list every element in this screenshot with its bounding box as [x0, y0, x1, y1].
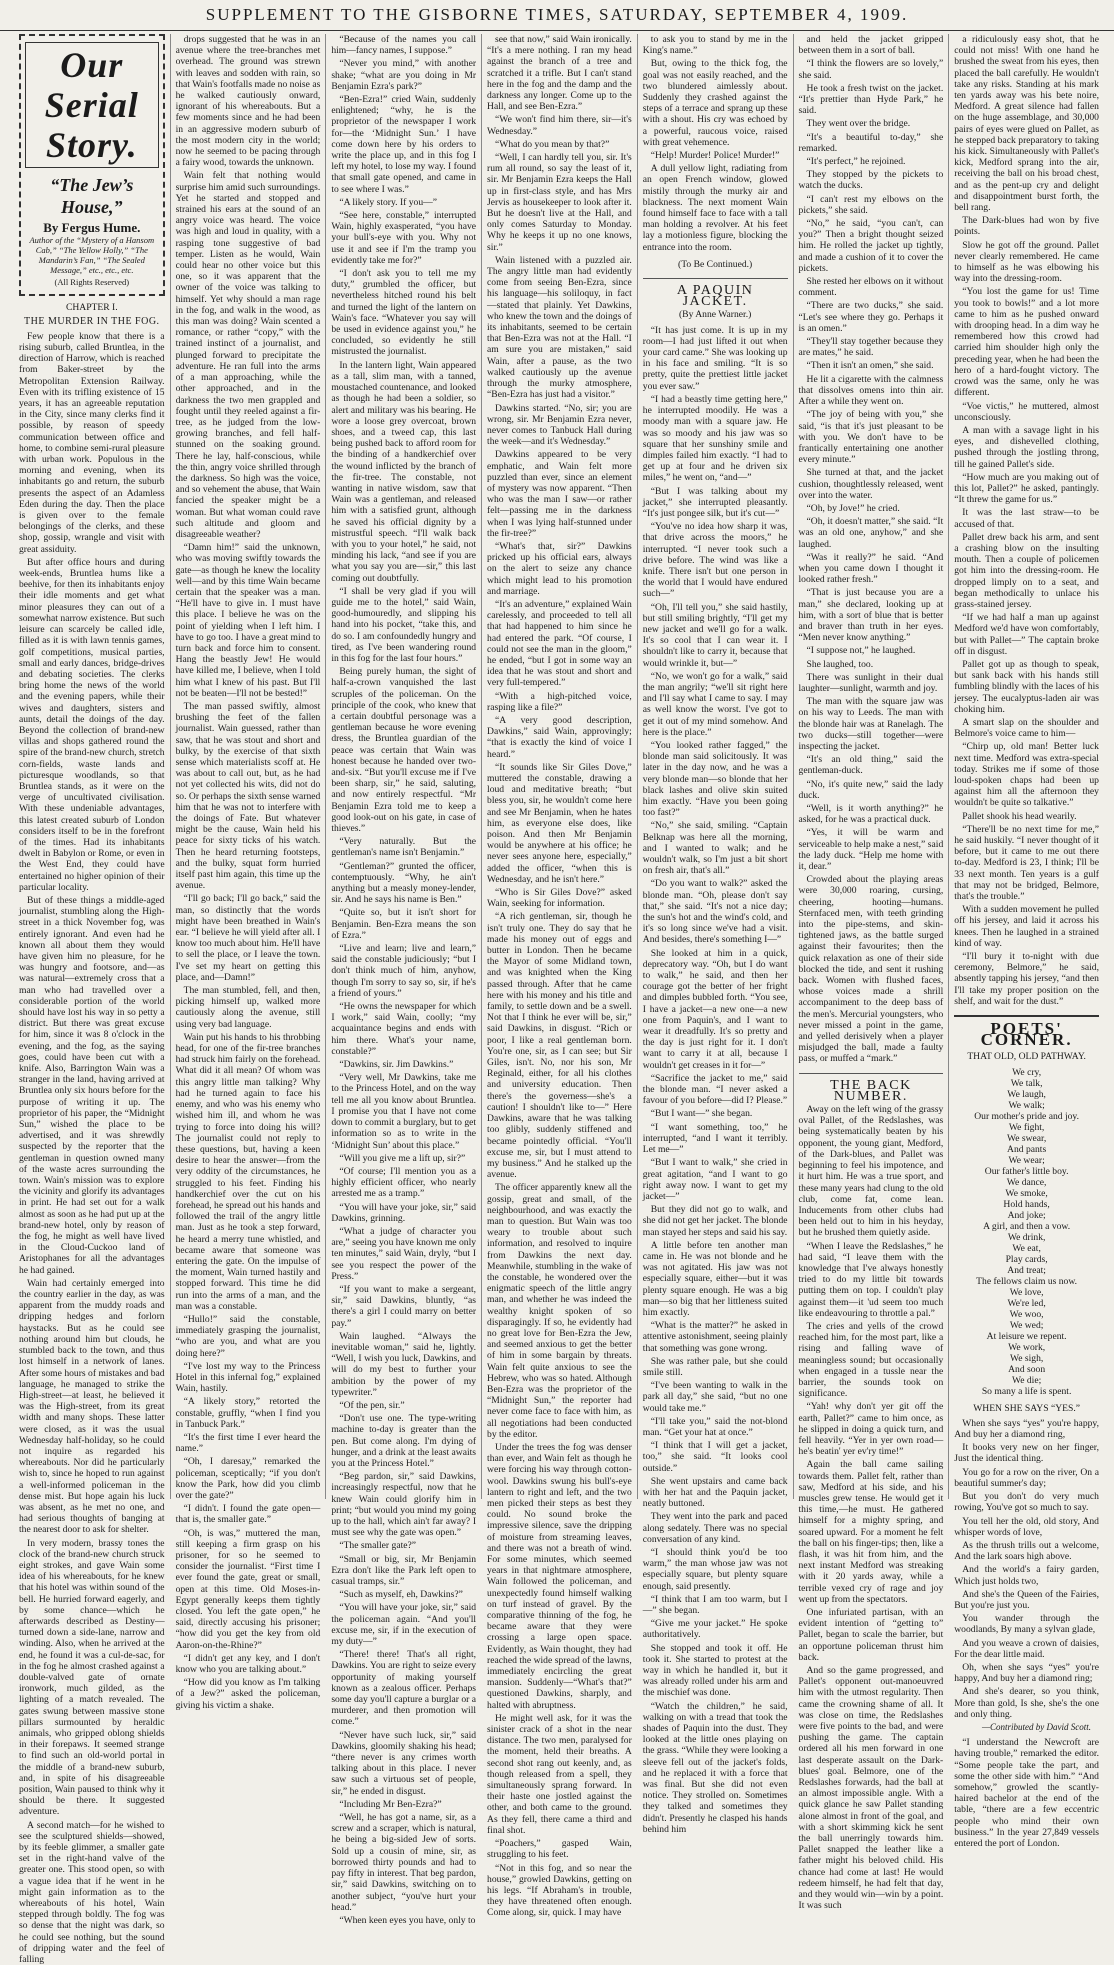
story-byline: By Fergus Hume.: [43, 220, 141, 235]
paragraph: “Because of the names you call him—fancy names, I suppose.”: [331, 34, 477, 57]
paragraph: “No,” she said, smiling. “Captain Belknap was here all the morning, and I wanted to walk; and he wouldn't walk, so I'm just a bit short on fresh air, that's all.”: [642, 820, 788, 877]
paragraph: As the thrush trills out a welcome, And the lark soars high above.: [954, 1539, 1099, 1563]
paragraph: “You will have your joke, sir,” said the policeman again. “And you'll excuse me, sir, if in the execution of my duty—”: [331, 1602, 477, 1648]
paragraph: “I think that I will get a jacket, too,” she said. “It looks cool outside.”: [642, 1440, 788, 1474]
paragraph: “I want something, too,” he interrupted, “and I want it terribly. Let me—”: [642, 1121, 788, 1156]
poem-line: We sigh,: [1009, 1352, 1044, 1364]
paragraph: A second match—for he wished to see the sculptured shields—showed, by its feeble glimmer, a smaller gate set in the right-hand valve of the greater one. This stood open, so with a vague idea that if he went in he might gain information as to the whereabouts of his hotel, Wain stepped through boldly. The fog was so dense that the night was dark, so he could see nothing, but the sound of dripping water and the feel of falling: [19, 1819, 165, 1965]
paragraph: But they did not go to walk, and she did not get her jacket. The blonde man stayed her steps and said his say.: [642, 1204, 788, 1238]
paragraph: “See here, constable,” interrupted Wain, highly exasperated, “you have your bull's-eye with you. Why not use it and see if I'm the tramp you evidently take me for?”: [331, 210, 477, 266]
paragraph: And you weave a crown of daisies, For the dear little maid.: [954, 1637, 1099, 1660]
column-6: [793, 34, 949, 1912]
paragraph: “A likely story,” retorted the constable, gruffly, “when I find you in Tanbuck Park.”: [175, 1396, 321, 1430]
paragraph: It books very new on her finger, Just the identical thing.: [954, 1442, 1099, 1465]
paragraph: “Of the pen, sir.”: [339, 1399, 405, 1411]
poem-2-title: WHEN SHE SAYS “YES.”: [973, 1402, 1080, 1414]
paragraph: “If you want to make a sergeant, sir,” said Dawkins, bluntly, “as there's a girl I could marry on better pay.”: [331, 1283, 477, 1329]
paragraph: The cries and yells of the crowd reached him, for the most part, like a rising and falling wave of meaningless sound; but occasionally when engaged in a tussle near the barrier, the sounds took on significance.: [798, 1320, 944, 1400]
paragraph: “How did you know as I'm talking of a Jew?” asked the policeman, giving his victim a shake.: [175, 1677, 321, 1711]
paragraph: “I shall be very glad if you will guide me to the hotel,” said Wain, good-humouredly, and slipping his hand into his pocket, “take this, and do so. I am confoundedly hungry and tired, as I've been wandering round in this fog for the last four hours.”: [331, 585, 477, 664]
paragraph: He might well ask, for it was the sinister crack of a shot in the near distance. The two men, paralysed for the moment, held their breaths. A second shot rang out keenly, and, as though released from a spell, they simultaneously sprang forward. In their haste one jostled against the other, and both came to the ground. As they fell, there came a third and final shot.: [487, 1712, 632, 1836]
paragraph: The officer apparently knew all the gossip, great and small, of the neighbourhood, and was exactly the man to question. But Wain was too weary to trouble about such information, and resolved to inquire from Dawkins the next day. Meanwhile, stumbling in the wake of the constable, he wondered over the enigmatic speech of the little angry man, and whether he was indeed the wealthy knight spoken of so disparagingly. If so, he evidently had no great love for Ben-Ezra the Jew, and seemed anxious to get the better of him in some bargain by threats. Wain felt quite anxious to see the Hebrew, who was so hated. Although Ben-Ezra was the proprietor of the “Midnight Sun,” the reporter had never come face to face with him, as all negotiations had been conducted by the editor.: [487, 1182, 632, 1440]
poem-line: We laugh,: [1007, 1088, 1046, 1100]
paragraph: Crowded about the playing areas were 30,000 roaring, cursing, cheering, hooting—humans. Sternfaced men, with teeth grinding into the pipe-stems, and skin-tightened jaws, as the battle surged against their favourites; then the quick relaxation as one of their side blocked the tide, and sent it rushing back. Women with flushed faces, whose voices made a shrill accompaniment to the deep bass of the men's. Mercurial youngsters, who never missed a point in the game, and yelled derisively when a player misjudged the ball, made a faulty pass, or muffed a “mark.”: [798, 874, 944, 1065]
paragraph: Dawkins appeared to be very emphatic, and Wain felt more puzzled than ever, since an element of mystery was now apparent. “Then who was the man I saw—or rather felt—passing me in the darkness when I was lying half-stunned under the fir-tree?”: [487, 449, 632, 539]
paragraph: “There'll be no next time for me,” he said huskily. “I never thought of it before, but it came to me out there to-day. Medford is 23, I think; I'll be 33 next month. Ten years is a gulf that may not be bridged, Belmore, that's the trouble.”: [954, 823, 1099, 903]
paragraph: And she's the Queen of the Fairies, But you're just you.: [954, 1588, 1099, 1611]
paragraph: There was sunlight in their dual laughter—sunlight, warmth and joy.: [798, 671, 944, 694]
column-1: [14, 34, 170, 1965]
paragraph: “I've been wanting to walk in the park all day,” she said, “but no one would take me.”: [642, 1380, 788, 1414]
paragraph: “Dawkins, sir. Jim Dawkins.”: [339, 1059, 454, 1071]
paragraph: “Well, I can hardly tell you, sir. It's rum all round, so say the least of it, sir. Mr Benjamin Ezra keeps the Hall up in first-class style, and has Mrs Jervis as housekeeper to look after it. But he doesn't live at the Hall, and only comes Saturday to Monday. Why he keeps it up no one knows, sir.”: [487, 152, 632, 253]
paragraph: It was the last straw—to be accused of that.: [954, 507, 1099, 530]
paragraph: “It's the first time I ever heard the name.”: [175, 1431, 321, 1455]
paragraph: Slow he got off the ground. Pallet never clearly remembered. He came to himself as he was elbowing his way into the dressing-room.: [954, 239, 1099, 285]
paragraph: “What do you mean by that?”: [495, 138, 610, 150]
paragraph: “Chirp up, old man! Better luck next time. Medford was extra-special today. Strikes me if some of those loud-spoken chaps had been up against him all the afternoon they wouldn't be quite so talkative.”: [954, 741, 1099, 809]
poem-line: Hold hands,: [1003, 1198, 1050, 1210]
paragraph: to ask you to stand by me in the King's name.”: [642, 34, 788, 57]
poem-line: We dance,: [1006, 1176, 1047, 1188]
paragraph: She was rather pale, but she could smile still.: [642, 1355, 788, 1378]
paquin-jacket-byline: (By Anne Warner.): [678, 309, 752, 321]
paragraph: Again the ball came sailing towards them. Pallet felt, rather than saw, Medford at his side, and his muscles grew tense. He would get it this time,—he must. He gathered himself for a mighty spring, and soared upward. For a moment he felt the ball on his finger-tips; then, like a flash, it was hit from him, and the next instant Medford was streaking with it 20 yards away, while a terrible vexed cry of rage and joy went up from the spectators.: [798, 1459, 944, 1605]
paragraph: “Oh, I daresay,” remarked the policeman, sceptically; “if you don't know the Park, how did you climb over the gate?”: [175, 1456, 321, 1501]
poem-1: [954, 1067, 1099, 1397]
column-2-text: [176, 34, 321, 1711]
column-5-text-b: [643, 325, 788, 1835]
paragraph: “Voe victis,” he muttered, almost unconsciously.: [954, 400, 1099, 423]
paragraph: Pallet shook his head wearily.: [962, 810, 1077, 822]
paragraph: Wain listened with a puzzled air. The angry little man had evidently come from seeing Ben-Ezra, since his language—his soliloquy, in fact—stated that plainly. Yet Dawkins, who knew the town and the doings of its inhabitants, seemed to be certain that Ben-Ezra was not at the Hall. “I am sure you are mistaken,” said Wain, after a pause, as the two walked cautiously up the avenue through the murky atmosphere, “Ben-Ezra has just had a visitor.”: [487, 254, 632, 401]
poem-line: And soon: [1008, 1363, 1046, 1375]
paragraph: “Well, is it worth anything?” he asked, for he was a practical duck.: [798, 803, 944, 826]
paragraph: “We won't find him there, sir—it's Wednesday.”: [487, 114, 632, 137]
paragraph: She looked at him in a quick, deprecatory way. “Oh, but I do want to walk,” he said, and then her courage got the better of her fright and dimples bubbled forth. “You see, I have a jacket—a new one—a new one from Paquin's, and I want to wear it dreadfully. It's so pretty and the day is just right for it. I don't want to carry it at all, because I wouldn't get creases in it for—”: [642, 947, 788, 1071]
rights-note: (All Rights Reserved): [54, 277, 130, 288]
paquin-jacket-title: A PAQUIN JACKET.: [643, 278, 788, 307]
paragraph: In very modern, brassy tones the clock of the brand-new church struck eight strokes, and gave Wain some idea of his whereabouts, for he knew that his hotel was within sound of the bell. He hurried forward eagerly, and by some chance—which he afterwards described as Destiny—turned down a side-lane, narrow and winding. Also, when he arrived at the end, he found it was a cul-de-sac, for in the fog he almost crashed against a double-valved gate of ornate ironwork, much gilded, as the lighting of a match revealed. The gates swung between massive stone pillars surmounted by heraldic animals, who gripped oblong shields in their forepaws. It seemed strange to find such an old-world portal in the middle of a brand-new suburb, and, in spite of his disagreeable position, Wain paused to think why it should be there. It suggested adventure.: [19, 1537, 165, 1818]
paragraph: “Was it really?” he said. “And when you came down I thought it looked rather fresh.”: [798, 551, 944, 586]
paragraph: “I had a beastly time getting here,” he interrupted moodily. He was a moody man with a square jaw. He was so moody and his jaw was so square that her sunshiny smile and dimples failed him exactly. “I had to get up at four and he driven six miles,” he went on, “and—”: [642, 393, 788, 484]
paragraph: “Small or big, sir, Mr Benjamin Ezra don't like the Park left open to casual tramps, sir.”: [331, 1553, 477, 1588]
paragraph: “Oh, by Jove!” he cried.: [806, 502, 900, 514]
poem-line: The fellows claim us now.: [976, 1275, 1078, 1287]
poem-line: We love,: [1009, 1286, 1044, 1298]
to-be-continued: (To Be Continued.): [678, 258, 753, 270]
paragraph: She rested her elbows on it without comment.: [798, 276, 944, 299]
paragraph: “Ben-Ezra!” cried Wain, suddenly enlightened; “why, he is the proprietor of the newspaper I work for—the ‘Midnight Sun.’ I have come down here by his orders to write the place up, and in this fog I left my hotel, to lose my way. I found that small gate opened, and came in to see where I was.”: [331, 94, 477, 195]
paragraph: “But I want to walk,” she cried in great agitation, “and I want to go right away now. I want to get my jacket—”: [642, 1157, 788, 1202]
paragraph: The man with the square jaw was on his way to Leeds. The man with the blonde hair was at Ranelagh. The two ducks—still together—were inspecting the jacket.: [798, 696, 944, 752]
paragraph: She went upstairs and came back with her hat and the Paquin jacket, neatly buttoned.: [642, 1475, 788, 1510]
poem-2: [954, 1418, 1099, 1720]
paragraph: Being purely human, the sight of half-a-crown vanquished the last scruples of the policeman. On the principle of the cook, who knew that a certain doubtful personage was a gentleman because he wore evening dress, the Bruntlea guardian of the peace was certain that Wain was honest because he handed over two-and-six. “But you'll excuse me if I've been sharp, sir,” he said, saluting, and now entirely respectful. “Mr Benjamin Ezra told me to keep a good look-out on his gate, in case of thieves.”: [331, 666, 477, 835]
poem-line: And treat;: [1007, 1264, 1046, 1276]
paragraph: Oh, when she says “yes” you're happy, And buy her a diamond ring;: [954, 1661, 1099, 1685]
poem-line: So many a life is spent.: [981, 1385, 1072, 1397]
paragraph: One infuriated partisan, with an evident intention of “getting to” Pallet, began to scale the barrier, but an opportune policeman thrust him back.: [798, 1607, 944, 1663]
paragraph: “What's that, sir?” Dawkins pricked up his official ears, always on the alert to seize any chance which might lead to his promotion and marriage.: [487, 540, 632, 597]
paragraph: “It sounds like Sir Giles Dove,” muttered the constable, drawing a loud and meditative breath; “but bless you, sir, he wouldn't come here and see Mr Benjamin, when he hates him, as everyone else does, like poison. And then Mr Benjamin would be anywhere at his office; he never sees anyone here, especially,” added the officer, “when this is Wednesday, and he isn't here.”: [487, 761, 632, 885]
paragraph: “When I leave the Redslashes,” he had said, “I leave them with the knowledge that I've always honestly tried to do my little bit towards putting them on top. I couldn't play against them—it 'ud seem too much like endeavouring to throttle a pal.”: [798, 1240, 944, 1319]
paragraph: He took a fresh twist on the jacket. “It's prettier than Hyde Park,” he said.: [798, 82, 944, 117]
paragraph: Pallet drew back his arm, and sent a crashing blow on the insulting mouth. Then a couple of policemen got him into the dressing-room. He dropped limply on to a seat, and began methodically to unlace his grass-stained jersey.: [954, 531, 1099, 610]
poem-line: We work,: [1008, 1341, 1046, 1353]
paragraph: “Who is Sir Giles Dove?” asked Wain, seeking for information.: [487, 887, 632, 910]
paragraph: “It's a beautiful to-day,” she remarked.: [798, 131, 944, 154]
paragraph: You go for a row on the river, On a beautiful summer's day;: [954, 1466, 1099, 1489]
column-6-text-a: [799, 34, 944, 1065]
paragraph: “You will have your joke, sir,” said Dawkins, grinning.: [331, 1201, 477, 1224]
author-note: Author of the “Mystery of a Hansom Cab,” “The Yellow Holly,” “The Mandarin’s Fan,” “The Sealed Message,” etc., etc., etc.: [29, 235, 155, 276]
poem-line: We wear;: [1008, 1154, 1045, 1166]
paragraph: “It's perfect,” he rejoined.: [806, 156, 906, 168]
poem-line: And pants: [1007, 1143, 1047, 1155]
column-7-text: [954, 34, 1099, 1007]
paragraph: But after office hours and during week-ends, Bruntlea hums like a beehive, for then its inhabitants enjoy their idle moments and get what minor pleasures they can out of a somewhat narrow existence. But such leisure can scarcely be called idle, filled as it is with lawn tennis games, golf competitions, musical parties, small and early dances, bridge-drives and debating societies. The clerks bring home the news of the world and the evening papers, while their wives and daughters, sisters and aunts, detail the doings of the day. Beyond the collection of brand-new villas and shops gathered round the spire of the brand-new church, stretch corn-fields, waste lands and picturesque woodlands, so that Bruntlea stands, as it were on the verge of uncultivated civilisation. With these undeniable advantages, this latest created suburb of London considers itself to be in the forefront of the times. Had its inhabitants dwelt in Babylon or Rome, or even in the West End, they could have entertained no higher opinion of their particular locality.: [19, 556, 165, 893]
paragraph: see that now,” said Wain ironically. “It's a mere nothing. I ran my head against the branch of a tree and scratched it a trifle. But I can't stand here in the fog and the damp and the darkness any longer. Come up to the Hall, and see Ben-Ezra.”: [487, 34, 632, 113]
paragraph: “Yah! why don't yer git off the earth, Pallet?” came to him once, as he slipped in doing a quick turn, and fell heavily. “Yer in yer own road—he's beatin' yer ev'ry time!”: [798, 1401, 944, 1458]
paragraph: “You've no idea how sharp it was, that drive across the moors,” he interrupted. “I never took such a drive before. The wind was like a knife. There isn't but one person in the world that I would have endured such—”: [642, 521, 788, 600]
paragraph: “I've lost my way to the Princess Hotel in this infernal fog,” explained Wain, hastily.: [175, 1360, 321, 1395]
paragraph: “Quite so, but it isn't short for Benjamin. Ben-Ezra means the son of Ezra.”: [331, 907, 477, 941]
newspaper-masthead: SUPPLEMENT TO THE GISBORNE TIMES, SATURDAY, SEPTEMBER 4, 1909.: [0, 0, 1114, 31]
paragraph: She laughed, too.: [806, 658, 874, 670]
paragraph: “Oh, is was,” muttered the man, still keeping a firm grasp on his prisoner, for so he seemed to consider the journalist. “First time I ever found the gate, great or small, open at this time. Old Moses-in-Egypt generally keeps them tightly closed. You left the gate open,” he said, directly accusing his prisoner; “how did you get the key from old Aaron-on-the-Rhine?”: [175, 1527, 321, 1651]
paragraph: She stopped and took it off. He took it. She started to protest at the way in which he handled it, but it was already rolled under his arm and the mischief was done.: [642, 1642, 788, 1699]
paragraph: In the lantern light, Wain appeared as a tall, slim man, with a tanned, moustached countenance, and looked as though he had been a soldier, so alert and military was his bearing. He wore a loose grey overcoat, brown shoes, and a tweed cap, this last being pushed back to afford room for the binding of a handkerchief over the wound inflicted by the branch of the fir-tree. The constable, not wanting in native wisdom, saw that Wain was a gentleman, and released him with a satisfied grunt, although he saved his official dignity by a mistrustful speech. “I'll walk back with you to your hotel,” he said, not minding his lack, “and see if you are what you say you are—sir,” this last coming out doubtfully.: [331, 359, 477, 584]
newspaper-columns: [14, 34, 1104, 1965]
paragraph: The man passed swiftly, almost brushing the feet of the fallen journalist. Wain guessed, rather than saw, that he was stout and short and bulky, by the exercise of that sixth sense which materialists scoff at. He was about to call out, but, as he had not yet collected his wits, did not do so. Or perhaps the sixth sense warned him that he was not to interfere with the doings of Fate. But whatever might be the cause, Wain held his peace for sixty ticks of his watch. Then he heard returning footsteps, and the bulky, squat form hurried itself past him again, this time up the avenue.: [175, 700, 321, 892]
paragraph: “I should think you'd be too warm,” the man whose jaw was not especially square, but plenty square enough, said presently.: [642, 1547, 788, 1592]
paragraph: “They'll stay together because they are mates,” he said.: [798, 336, 944, 359]
paragraph: They stopped by the pickets to watch the ducks.: [798, 169, 944, 192]
paragraph: Dawkins started. “No, sir; you are wrong, sir. Mr Benjamin Ezra never, never comes to Tanbuck Hall during the week—and it's Wednesday.”: [487, 402, 632, 448]
poem-line: At leisure we repent.: [986, 1330, 1067, 1342]
paragraph: “I suppose not,” he laughed.: [806, 645, 916, 657]
paragraph: You wander through the woodlands, By many a sylvan glade,: [954, 1613, 1099, 1636]
paragraph: A man with a savage light in his eyes, and dishevelled clothing, pushed through the jostling throng, till he gained Pallet's side.: [954, 424, 1099, 470]
poem-line: We're led,: [1007, 1297, 1046, 1309]
serial-story-box: [19, 34, 165, 296]
paragraph: “Gentleman?” grunted the officer, contemptuously. “Why, he ain't anything but a measly money-lender, sir. And he says his name is Ben.”: [331, 860, 477, 906]
paragraph: “Beg pardon, sir,” said Dawkins, increasingly respectful, now that he knew Wain could glorify him in print; “but would you mind my going up to the hall, which ain't far away? I must see why the gate was open.”: [331, 1471, 477, 1539]
paragraph: “It's an adventure,” explained Wain carelessly, and proceeded to tell all that had happened to him since he had entered the park. “Of course, I could not see the man in the gloom,” he ended, “but I got in some way an idea that he was stout and short and very full-tempered.”: [487, 598, 632, 689]
paragraph: drops suggested that he was in an avenue where the tree-branches met overhead. The ground was strewn with leaves and sodden with rain, so that Wain's footfalls made no noise as he walked cautiously onward, ignorant of his whereabouts. But a few moments since and he had been in an aggressive modern suburb of the most modern city in the world; now he seemed to be pacing through a fairy wood, towards the unknown.: [175, 34, 321, 169]
paragraph: “I don't ask you to tell me my duty,” grumbled the officer, but nevertheless hitched round his belt and turned the light of the lantern on Wain's face. “Whatever you say will be used in evidence against you,” he concluded, so evidently he still mistrusted the journalist.: [331, 268, 477, 358]
paragraph: “I'll go back; I'll go back,” said the man, so distinctly that the words might have been breathed in Wain's ear. “I believe he will yield after all. I know too much about him. He'll have to sell the place, or I leave the town. I've set my heart on getting this place, and—Damn!”: [175, 893, 321, 983]
poem-line: We walk;: [1008, 1099, 1045, 1111]
paragraph: “You looked rather fagged,” the blonde man said solicitously. It was later in the day now, and he was a very blonde man—so blonde that her black lashes and olive skin suited him exactly. “Have you been going too fast?”: [642, 739, 788, 819]
paragraph: “Poachers,” gasped Wain, struggling to his feet.: [487, 1838, 632, 1861]
paragraph: “But I want—” she began.: [650, 1108, 753, 1120]
paragraph: “I'll bury it to-night with due ceremony, Belmore,” he said, absently tapping his jersey, “and then I'll take my proper position on the shelf, and wait for the dust.”: [954, 951, 1099, 1007]
poem-line: And joke;: [1007, 1209, 1046, 1221]
poem-line: We die;: [1011, 1374, 1042, 1386]
paragraph: “Do you want to walk?” asked the blonde man. “Oh, please don't say that,” she said. “It's not a nice day; the sun's hot and the wind's cold, and it's so long since we've had a visit. And besides, there's something I—”: [642, 878, 788, 946]
paragraph: “He owns the newspaper for which I work,” said Wain, coolly; “my acquaintance begins and ends with him there. What's your name, constable?”: [331, 1001, 477, 1057]
column-1-text: [19, 331, 165, 1965]
paragraph: “Oh, it doesn't matter,” she said. “It was an old one, anyhow,” and she laughed.: [798, 516, 944, 550]
column-5: [637, 34, 793, 1835]
paragraph: But you don't do very much rowing, You've got so much to say.: [954, 1491, 1099, 1514]
paragraph: “Of course; I'll mention you as a highly efficient officer, who nearly arrested me as a tramp.”: [331, 1165, 477, 1200]
paragraph: “Never you mind,” with another shake; “what are you doing in Mr Benjamin Ezra's park?”: [331, 58, 477, 92]
paragraph: “A likely story. If you—”: [339, 196, 438, 208]
paragraph: “If we had half a man up against Medford we'd have won comfortably, but with Pallet—” The captain broke off in disgust.: [954, 612, 1099, 657]
paragraph: “The smaller gate?”: [339, 1540, 417, 1552]
story-title: “The Jew’s House,”: [50, 175, 134, 217]
paragraph: “Damn him!” said the unknown, who was moving swiftly towards the gate—as though he knew the locality well—and by this time Wain became certain that the speaker was a man. “He'll have to give in. I must have this place. I believe he was on the point of yielding when I left him. I have to go too. I have a great mind to turn back and force him to consent. Hang the beastly Jew! He would have killed me, I believe, when I told him what I knew of his past. But I'll not be beaten—I'll not be bested!”: [175, 542, 321, 699]
paragraph: “That is just because you are a man,” she declared, looking up at him, with a sort of blue that is better and braver than truth in her eyes. “Men never know anything.”: [798, 587, 944, 644]
poem-line: Play cards,: [1005, 1253, 1048, 1265]
paragraph: “I can't rest my elbows on the pickets,” she said.: [798, 193, 944, 216]
paragraph: “I didn't. I found the gate open—that is, the smaller gate.”: [175, 1503, 321, 1526]
paragraph: “Watch the children,” he said, walking on with a tread that took the shades of Paquin into the dust. They looked at the little ones playing on the grass. “While they were looking a sleeve fell out of the jacket's folds, and he replaced it with a force that was final. But she did not even notice. They strolled on. Sometimes they talked and sometimes they didn't. Presently he clasped his hands behind him: [642, 1700, 788, 1835]
paragraph: With a sudden movement he pulled off his jersey, and laid it across his knees. Then he laughed in a strained kind of way.: [954, 904, 1099, 949]
paragraph: “Including Mr Ben-Ezra?”: [339, 1798, 442, 1810]
paragraph: A smart slap on the shoulder and Belmore's voice came to him—: [954, 716, 1099, 740]
column-5-text-a: [643, 34, 788, 253]
column-7-tail: “I understand the Newcroft are having trouble,” remarked the editor. “Some people take the part, and some the other side with him.” “And somehow,” growled the scantly-haired bachelor at the end of the table, “there are a few eccentric people who mind their own business.” In the year 27,849 vessels entered the port of London.: [954, 1737, 1099, 1849]
column-4: [481, 34, 637, 1919]
paragraph: A dull yellow light, radiating from an open French window, glowed mistily through the murky air and blackness. The next moment Wain found himself face to face with a tall man holding a revolver. At his feet lay a motionless figure, blocking the entrance into the room.: [642, 163, 788, 253]
paragraph: “What a judge of character you are,” seeing you have known me only ten minutes,” said Wain, dryly, “but I see you respect the power of the Press.”: [331, 1225, 477, 1282]
paragraph: “Very naturally. But the gentleman's name isn't Benjamin.”: [331, 836, 477, 859]
paragraph: They went over the bridge.: [806, 118, 911, 130]
paragraph: “Hullo!” said the constable, immediately grasping the journalist, “who are you, and what are you doing here?”: [175, 1313, 321, 1359]
back-number-title: THE BACK NUMBER.: [799, 1073, 944, 1102]
paragraph: “Don't use one. The type-writing machine to-day is greater than the pen. But come along. I'm dying of hunger, and a drink at the least awaits you at the Princess Hotel.”: [331, 1413, 477, 1469]
paragraph: “Such as myself, eh, Dawkins?”: [339, 1589, 463, 1601]
poem-line: We swear,: [1006, 1132, 1047, 1144]
paragraph: “Never have such luck, sir,” said Dawkins, gloomily shaking his head; “there never is any crimes worth talking about in this place. I never saw such a virtuous set of people, sir,” he ended in disgust.: [331, 1729, 477, 1797]
paragraph: “A rich gentleman, sir, though he isn't truly one. They do say that he made his money out of eggs and butter in London. Then he became the Mayor of some Midland town, and was knighted when the King passed through. After that he came here with his money and his title and family, to settle down and be a swell. Not that I think he ever will be, sir,” said Dawkins, in disgust. “Rich or poor, I like a real gentleman born. You're one, sir, as I can see; but Sir Giles, isn't. No, nor his son, Mr Reginald, either, for all his clothes and university education. Then there's the governess—she's a caution! I shouldn't like to—” Here Dawkins, aware that he was talking too glibly, suddenly stiffened and became pointedly official. “You'll excuse me, sir, but I must attend to my business.” And he stalked up the avenue.: [487, 911, 632, 1181]
paragraph: “Yes, it will be warm and serviceable to help make a nest,” said the lady duck. “Help me home with it, dear.”: [798, 827, 944, 873]
paragraph: “You lost the game for us! Time you took to bowls!” and a lot more came to him as he pushed onward with drooping head. In a dim way he remembered how this crowd had carried him shoulder high only the preceding year, when he had been the hero of a hard-fought victory. The crowd was the same, only he was different.: [954, 286, 1099, 399]
paragraph: “I think that I am too warm, but I—” she began.: [642, 1593, 788, 1617]
paragraph: “Live and learn; live and learn,” said the constable judiciously; “but I don't think much of him, anyhow, though I'm sorry to say so, sir, if he's a friend of yours.”: [331, 943, 477, 999]
paragraph: “Oh, I'll tell you,” she said hastily, but still smiling brightly, “I'll get my new jacket and we'll go for a walk. It's so cool that I can wear it. I shouldn't like to carry it, because that would wrinkle it, but—”: [642, 601, 788, 669]
paragraph: The Dark-blues had won by five points.: [954, 215, 1099, 238]
poem-line: We fight,: [1008, 1121, 1045, 1133]
paragraph: a ridiculously easy shot, that he could not miss! With one hand he brushed the sweat from his eyes, then placed the ball carefully. He wouldn't take any risks. Standing at his mark ten yards away was his bete noire, Medford. A great silence had fallen on the huge assemblage, and 30,000 pairs of eyes were glued on Pallet, as he stepped back preparatory to taking his kick. Simultaneously with Pallet's kick, Medford sprang into the air, receiving the ball on his broad chest, and as the pent-up cry and delight and disappointment burst forth, the bell rang.: [954, 34, 1099, 214]
poem-2-credit: —Contributed by David Scott.: [981, 1721, 1091, 1732]
paragraph: He lit a cigarette with the calmness that dissolves omens into thin air. After a while they went on.: [798, 373, 944, 408]
paragraph: Few people know that there is a rising suburb, called Bruntlea, in the direction of Harrow, which is reached from Baker-street by the Metropolitan Extension Railway. Even with its trifling existence of 15 years, it has an agreeable reputation in the City, since many clerks find it possible, by reason of speedy communication between office and home, to combine semi-rural pleasure with urban work. Populous in the morning and evening, when its inhabitants go and return, the suburb presents the aspect of an Adamless Eden during the day. Then the place is given over to the female belongings of the clerks, and these shop, gossip, wrangle and visit with great assiduity.: [19, 330, 165, 555]
paragraph: “I think the flowers are so lovely,” she said.: [798, 58, 944, 81]
paragraph: “Very well, Mr Dawkins, take me to the Princess Hotel, and on the way tell me all you know about Bruntlea. I promise you that I have not come down to commit a burglary, but to get information so as to write in the ‘Midnight Sun’ about this place.”: [331, 1072, 477, 1151]
paragraph: “It has just come. It is up in my room—I had just lifted it out when your card came.” She was looking up in his face and smiling. “It is so pretty, quite the prettiest little jacket you ever saw.”: [642, 324, 788, 392]
paragraph: “Then it isn't an omen,” she said.: [806, 360, 934, 372]
paragraph: You tell her the old, old story, And whisper words of love,: [954, 1515, 1099, 1538]
paragraph: Wain had certainly emerged into the country earlier in the day, as was apparent from the muddy roads and dripping hedges and forlorn haystacks. But as he could see nothing around him but clouds, he stumbled back to the town, and thus lost himself in a network of lanes. After some hours of mistakes and bad language, he managed to strike the High-street—at least, he believed it was the High-street, from its great width and many shops. These latter were closed, as it was the usual Wednesday half-holiday, so he could not inquire as regarded his whereabouts. Nor did he particularly wish to, since he hoped to run against a well-informed policeman in the dense mist. But hope again his luck was absent, as he met no one, and had serious thoughts of banging at the nearest door to ask for shelter.: [19, 1277, 165, 1536]
paragraph: Pallet got up as though to speak, but sank back with his hands still fumbling blindly with the laces of his jersey. The eucalyptus-laden air was choking him.: [954, 658, 1099, 715]
paragraph: “Help! Murder! Police! Murder!”: [650, 150, 780, 162]
paragraph: “How much are you making out of this lot, Pallet?” he asked, pantingly. “It threw the game for us.”: [954, 471, 1099, 506]
serial-heading: Our Serial Story.: [25, 42, 159, 168]
paragraph: “There! there! That's all right, Dawkins. You are right to seize every opportunity of making yourself known as a zealous officer. Perhaps some day you'll capture a burglar or a murderer, and then promotion will come.”: [331, 1649, 477, 1728]
poem-line: We cry,: [1012, 1066, 1042, 1078]
paragraph: The man stumbled, fell, and then, picking himself up, walked more cautiously along the avenue, still using very bad language.: [175, 985, 321, 1030]
column-7: [948, 34, 1104, 1849]
paragraph: “Sacrifice the jacket to me,” said the blonde man. “I never asked a favour of you before—did I? Please.”: [642, 1072, 788, 1107]
paragraph: “But I was talking about my jacket,” she interrupted pleasantly. “It's just pongee silk, but it's cut—”: [642, 485, 788, 519]
poem-line: We woo,: [1009, 1308, 1044, 1320]
column-2: [170, 34, 326, 1711]
paragraph: Wain felt that nothing would surprise him amid such surroundings. Yet he started and stopped and strained his ears at the sound of an angry voice was heard. The voice was high and loud in quality, with a rasping tone suggestive of bad temper. Listen as he would, Wain could hear no other voice but this one, so it was apparent that the owner of the voice was talking to himself. Yet why should a man rage in the fog, and walk in the wood, as this man was doing? Wain scented a romance, or rather “copy,” with the trained instinct of a journalist, and plunged forward to precipitate the adventure. He ran full into the arms of a man approaching, while the other approached, and in the darkness the two men grappled and fought until they reeled against a fir-tree, as he judged from the low-growing branches, and fell half-stunned on the soaking ground. There he lay, half-conscious, while the thin, angry voice shrilled through the darkness. So high was the voice, and so vehement the abuse, that Wain fancied the speaker might be a woman. But what woman could rave such altitude and gloom and disagreeable weather?: [175, 170, 321, 540]
poets-corner-title: POETS' CORNER.: [954, 1015, 1099, 1045]
poem-line: Our mother's pride and joy.: [974, 1110, 1079, 1122]
paragraph: A little before ten another man came in. He was not blonde and he was not agitated. His jaw was not especially square, either—but it was plenty square enough. He was a big man—so big that her littleness suited him exactly.: [642, 1239, 788, 1318]
column-3: [325, 34, 481, 1926]
poem-line: We talk,: [1010, 1077, 1043, 1089]
paragraph: But, owing to the thick fog, the goal was not easily reached, and the two blundered aimlessly about. Suddenly they crashed against the steps of a terrace and sprang up these with a shout. His cry was echoed by a powerful, raucous voice, raised with great vehemence.: [642, 58, 788, 148]
paragraph: “Give me your jacket.” He spoke authoritatively.: [642, 1618, 788, 1641]
paragraph: “Well, he has got a name, sir, as a screw and a scraper, which is natural, he being a big-sided Jew of sorts. Sold up a cousin of mine, sir, as borrowed thirty pounds and had to pay fifty in interest. That beg pardon, sir,” said Dawkins, switching on to another subject, “you've hurt your head.”: [331, 1812, 477, 1913]
paragraph: and held the jacket gripped between them in a sort of ball.: [798, 34, 944, 57]
paragraph: Under the trees the fog was denser than ever, and Wain felt as though he were forcing his way through cotton-wool. Dawkins swung his bull's-eye lantern to right and left, and the two men picked their steps as best they could. No sound broke the impressive silence, save the dripping of moisture from streaming leaves, and there was not a breath of wind. For some minutes, which seemed years in that nightmare atmosphere, Wain followed the policeman, and unexpectedly found himself walking on turf instead of gravel. By the comparative thinning of the fog, he became aware that they were crossing a large open space. Evidently, as Wain thought, they had reached the wide spread of the lawns, immediately encircling the great mansion. Suddenly—“What's that?” questioned Dawkins, sharply, and halted with abruptness.: [487, 1441, 632, 1711]
paragraph: “No, we won't go for a walk,” said the man angrily; “we'll sit right here and I'll say what I came to say. I may as well know the worst. I've got to get it out of my mind somehow. And here is the place.”: [642, 670, 788, 738]
paragraph: And the world's a fairy garden, Which just holds two,: [954, 1564, 1099, 1587]
paragraph: “A very good description, Dawkins,” said Wain, approvingly; “that is exactly the kind of voice I heard.”: [487, 714, 632, 760]
paragraph: “No, it's quite new,” said the lady duck.: [798, 778, 944, 801]
paragraph: “No,” he said, “you can't, can you?” Then a bright thought seized him. He rolled the jacket up tightly, and made a cushion of it to cover the pickets.: [798, 218, 944, 274]
paragraph: “I didn't get any key, and I don't know who you are talking about.”: [175, 1652, 321, 1676]
paragraph: And she's dearer, so you think, More than gold, Is she, she's the one and only thing.: [954, 1686, 1099, 1720]
paragraph: “It's an old thing,” said the gentleman-duck.: [798, 754, 944, 777]
chapter-title: THE MURDER IN THE FOG.: [24, 315, 160, 327]
poem-line: We drink,: [1007, 1231, 1046, 1243]
paragraph: “There are two ducks,” she said. “Let's see where they go. Perhaps it is an omen.”: [798, 300, 944, 334]
column-6-text-b: [799, 1104, 944, 1911]
paragraph: “When keen eyes you have, only to: [339, 1914, 476, 1926]
paragraph: She turned at that, and the jacket cushion, thoughtlessly released, went over into the water.: [798, 467, 944, 501]
poem-1-title: THAT OLD, OLD PATHWAY.: [967, 1051, 1086, 1063]
poem-line: We wed;: [1009, 1319, 1044, 1331]
poem-line: Our father's little boy.: [984, 1165, 1069, 1177]
paragraph: Wain laughed. “Always the inevitable woman,” said he, lightly. “Well, I wish you luck, Dawkins, and will do my best to further your ambition by the power of my typewriter.”: [331, 1330, 477, 1398]
paragraph: “Will you give me a lift up, sir?”: [339, 1152, 466, 1164]
poem-line: We eat,: [1012, 1242, 1041, 1254]
paragraph: “What is the matter?” he asked in attentive astonishment, seeing plainly that something was gone wrong.: [642, 1320, 788, 1354]
column-4-text: [487, 34, 632, 1919]
paragraph: “The joy of being with you,” she said, “is that it's just pleasant to be with you. We don't have to be frantically entertaining one another every minute.”: [798, 409, 944, 466]
paragraph: But of these things a middle-aged journalist, stumbling along the High-street in a thick November fog, was entirely ignorant. And even had he known all about them they would have given him no pleasure, for he was hungry and footsore, and—as was natural—extremely cross that a man who had travelled over a considerable portion of the world should have lost his way in so petty a district. But there was great excuse for him, since it was 8 o'clock in the evening, and the fog, as the saying goes, could have been cut with a knife. Also, Barrington Wain was a stranger in the land, having arrived at Bruntlea only six hours before for the purpose of writing it up. The proprietor of his paper, the “Midnight Sun,” wished the place to be advertised, and it was shrewdly suspected by the reporter that the gentleman in question owned many of the waste acres surrounding the town. Wain's mission was to explore the vicinity and glorify its advantages in print. He had set out for a walk almost as soon as he had put up at the brand-new hotel, only by reason of the fog, he might as well have lived in the Cloud-Cuckoo land of Aristophanes for all the advantages he had gained.: [19, 894, 165, 1276]
paragraph: “With a high-pitched voice, rasping like a file?”: [487, 690, 632, 713]
paragraph: Away on the left wing of the grassy oval Pallet, of the Redslashes, was being systematically beaten by his opponent, the young giant, Medford, of the Dark-blues, and Pallet was beginning to feel his impotence, and it hurt him. He was a true sport, and these many years had clung to the old club, come fat, come lean. Inducements from other clubs had been held out to him in his heyday, but he brushed them quietly aside.: [798, 1104, 944, 1239]
paragraph: They went into the park and paced along sedately. There was no special conversation of any kind.: [642, 1511, 788, 1545]
poem-line: A girl, and then a vow.: [983, 1220, 1071, 1232]
poem-line: We smoke,: [1005, 1187, 1048, 1199]
column-3-text: [331, 34, 476, 1926]
paragraph: “I'll take you,” said the not-blond man. “Get your hat at once.”: [642, 1415, 788, 1438]
paragraph: And so the game progressed, and Pallet's opponent out-manoeuvred him with the utmost regularity. Then came the crowning shame of all. It was close on time, the Redslashes were five points to the bad, and were pushing the game. The captain ordered all his men forward in one last desperate assault on the Dark-blues' goal. Belmore, one of the Redslashes forwards, had the ball at an almost impossible angle. With a quick glance he saw Pallet standing alone almost in front of the goal, and with a short skimming kick he sent the ball unerringly towards him. Pallet snapped the leather like a father might his beloved child. His chance had come at last! He would redeem himself, he had felt that day, and they would win—win by a point. It was such: [798, 1665, 944, 1912]
paragraph: Wain put his hands to his throbbing head, for one of the fir-tree branches had struck him fairly on the forehead. What did it all mean? Of whom was this angry little man talking? Why had he turned again to face his enemy, and who was his enemy who wished him ill, and whom he was trying to force into doing his will? The journalist could not reply to these questions, but, having a keen desire to hear the answer—from the very oddity of the circumstances, he struggled to his feet. Finding his handkerchief over the cut on his forehead, he spread out his hands and followed the trail of the angry little man. Just as he took a step forward, he heard a merry tune whistled, and became aware that someone was entering the gate. On the impulse of the moment, Wain turned hastily and stopped forward. This time he did run into the arms of a man, and the man was a constable.: [175, 1031, 321, 1312]
paragraph: “Not in this fog, and so near the house,” growled Dawkins, getting on his legs. “If Abraham's in trouble, they have threatened often enough. Come along, sir, quick. I may have: [487, 1862, 632, 1919]
paragraph: When she says “yes” you're happy, And buy her a diamond ring,: [954, 1417, 1099, 1441]
chapter-number: CHAPTER I.: [65, 302, 118, 314]
